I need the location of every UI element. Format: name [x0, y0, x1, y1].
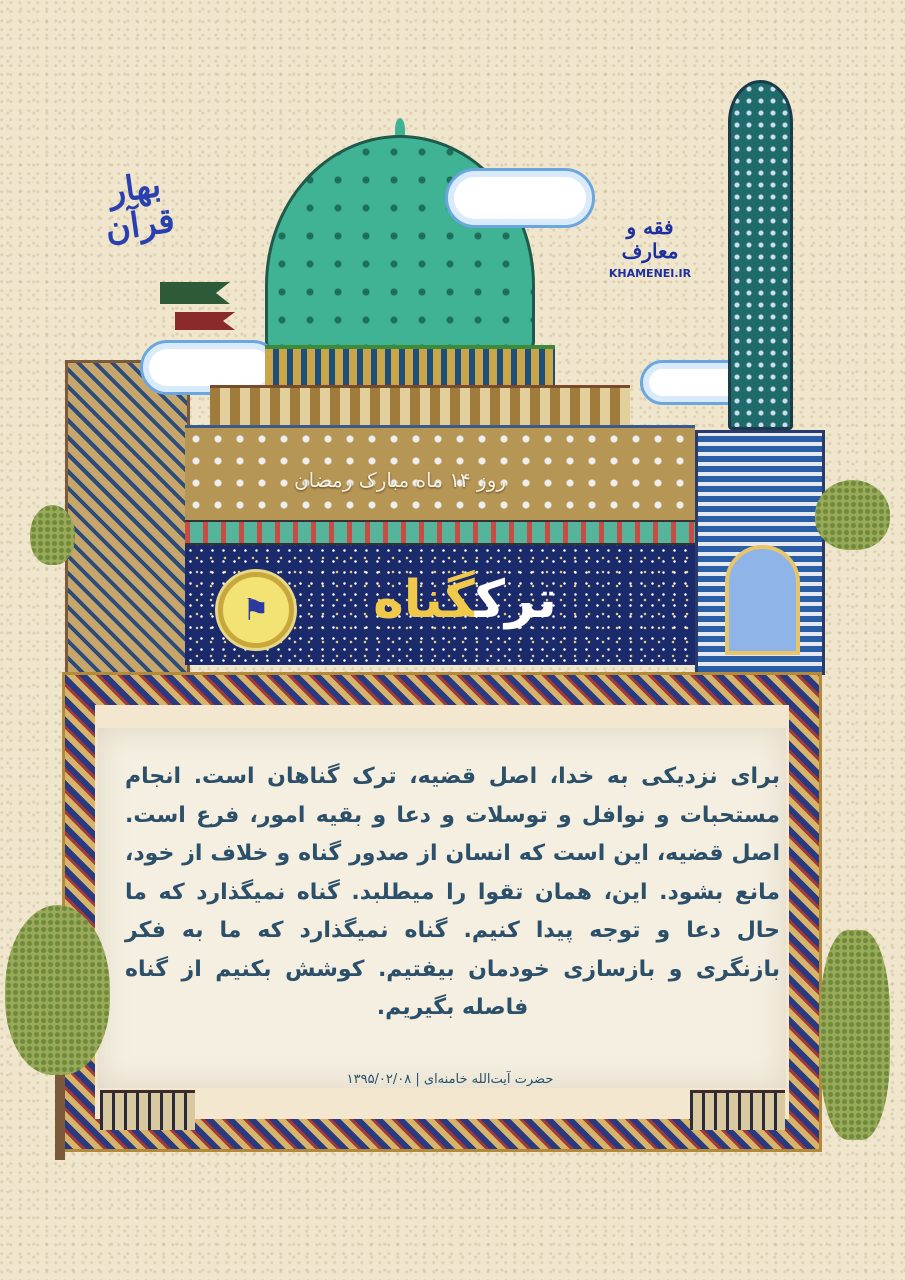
shrub-illustration — [30, 505, 75, 565]
left-building-illustration — [65, 360, 190, 675]
dome-drum — [265, 345, 555, 385]
fiqh-calligraphy: فقه و معارف — [621, 215, 679, 263]
arch-frieze — [185, 520, 695, 545]
shrub-illustration — [815, 480, 890, 550]
lattice-fence-right — [690, 1090, 785, 1130]
cloud-illustration — [445, 168, 595, 228]
tree-left-illustration — [5, 905, 110, 1075]
tree-trunk — [55, 1060, 65, 1160]
day-label: روز ۱۴ ماه مبارک رمضان — [293, 468, 507, 492]
bahar-quran-logo: بهار قرآن — [102, 164, 178, 251]
lattice-fence-left — [100, 1090, 195, 1130]
title-word-2: گناه — [373, 570, 475, 630]
khamenei-fiqh-logo — [600, 215, 700, 280]
quote-text: برای نزدیکی به خدا، اصل قضیه، ترک گناهان است. انجام مستحبات و نوافل و توسلات و دعا و بقیه امور، فرع است. اصل قضیه، این است که انسان از صدور گناه و خلاف از خود، مانع بشود. این، همان تقوا را میطلبد. گناه نمیگذارد که ما حال دعا و توجه پیدا کنیم. گناه نمیگذارد که ما به فکر بازنگری و بازسازی خودمان بیفتیم. کوشش بکنیم از گناه فاصله بگیریم. — [125, 764, 780, 1020]
title-word-1: ترک — [474, 570, 557, 630]
building-tier — [210, 385, 630, 425]
quote-attribution: حضرت آیت‌الله خامنه‌ای | ۱۳۹۵/۰۲/۰۸ — [346, 1072, 554, 1087]
minaret-illustration — [728, 80, 793, 430]
emblem-badge-icon: ⚑ — [218, 572, 294, 648]
page-title — [330, 570, 600, 630]
tower-arch — [725, 545, 800, 655]
site-name: KHAMENEI.IR — [608, 267, 692, 280]
tree-right-illustration — [820, 930, 890, 1140]
